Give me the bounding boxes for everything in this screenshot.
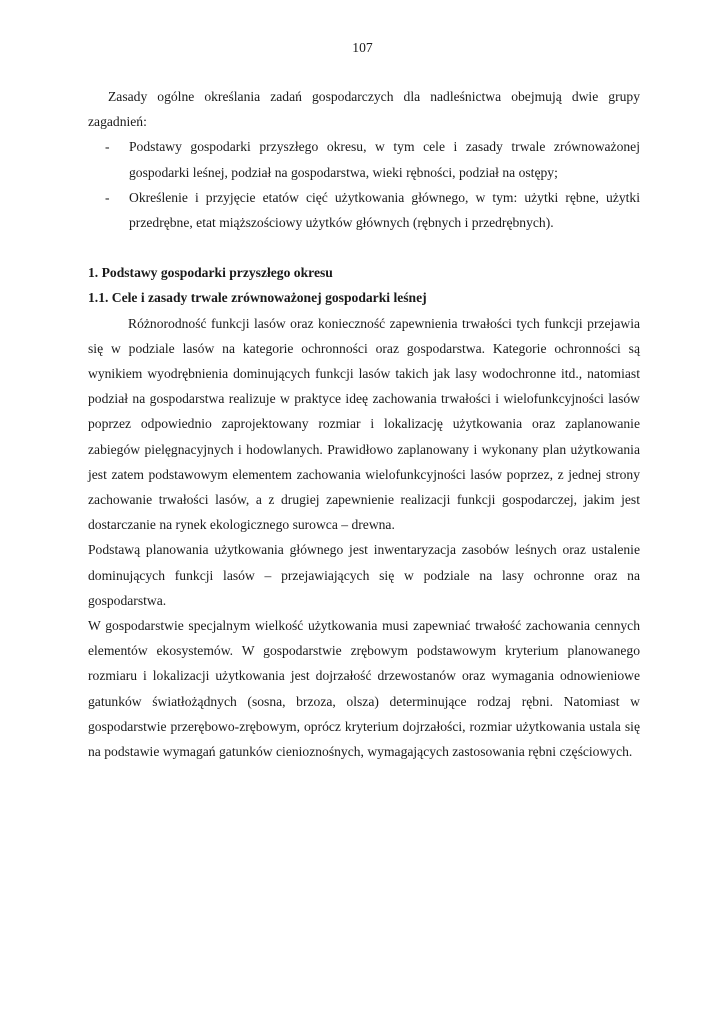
intro-paragraph: Zasady ogólne określania zadań gospodarczych dla nadleśnictwa obejmują dwie grupy zagadnień: <box>88 89 640 130</box>
topic-list <box>88 134 640 235</box>
list-item-text: Określenie i przyjęcie etatów cięć użytkowania głównego, w tym: użytki rębne, użytki przedrębne, etat miąższościowy użytków głównych (rębnych i przedrębnych). <box>129 189 640 231</box>
body-paragraph: Podstawą planowania użytkowania głównego jest inwentaryzacja zasobów leśnych oraz ustalenie dominujących funkcji lasów – przejawiających się w podziale na lasy ochronne oraz na gospodarstwa. <box>88 542 640 608</box>
section-heading: 1. Podstawy gospodarki przyszłego okresu <box>88 265 333 281</box>
page-number: 107 <box>352 40 373 55</box>
list-item <box>88 185 640 235</box>
page-content <box>88 84 640 764</box>
list-item-text: Podstawy gospodarki przyszłego okresu, w tym cele i zasady trwale zrównoważonej gospodarki leśnej, podział na gospodarstwa, wieki rębności, podział na ostępy; <box>129 139 640 180</box>
body-paragraph: Różnorodność funkcji lasów oraz konieczność zapewnienia trwałości tych funkcji przejawia się w podziale lasów na kategorie ochronności oraz gospodarstwa. Kategorie ochronności są wynikiem wyodrębnienia dominujących funkcji lasów takich jak lasy wodochronne itd., natomiast podział na gospodarstwa realizuje w praktyce ideę zachowania trwałości i wielofunkcyjności lasów poprzez odpowiednio zaprojektowany rozmiar i lokalizację użytkowania oraz zaplanowanie zabiegów pielęgnacyjnych i hodowlanych. Prawidłowo zaplanowany i wykonany plan użytkowania jest zatem podstawowym elementem zachowania wielofunkcyjności lasów poprzez, z jednej strony zachowanie trwałości lasów, a z drugiej zapewnienie realizacji funkcji gospodarczej, jakim jest dostarczanie na rynek ekologicznego surowca – drewna. <box>88 315 640 533</box>
section-gap <box>88 235 640 260</box>
list-item <box>88 134 640 184</box>
dash-marker: - <box>105 139 110 155</box>
subsection-heading: 1.1. Cele i zasady trwale zrównoważonej gospodarki leśnej <box>88 290 427 306</box>
body-paragraph: W gospodarstwie specjalnym wielkość użytkowania musi zapewniać trwałość zachowania cennych elementów ekosystemów. W gospodarstwie zrębowym podstawowym kryterium planowanego rozmiaru i lokalizacji użytkowania jest dojrzałość drzewostanów oraz wymagania odnowieniowe gatunków światłożądnych (sosna, brzoza, olsza) determinujące rodzaj rębni. Natomiast w gospodarstwie przerębowo-zrębowym, oprócz kryterium dojrzałości, rozmiar użytkowania ustala się na podstawie wymagań gatunków cienioznośnych, wymagających zastosowania rębni częściowych. <box>88 618 640 760</box>
dash-marker: - <box>105 189 110 205</box>
